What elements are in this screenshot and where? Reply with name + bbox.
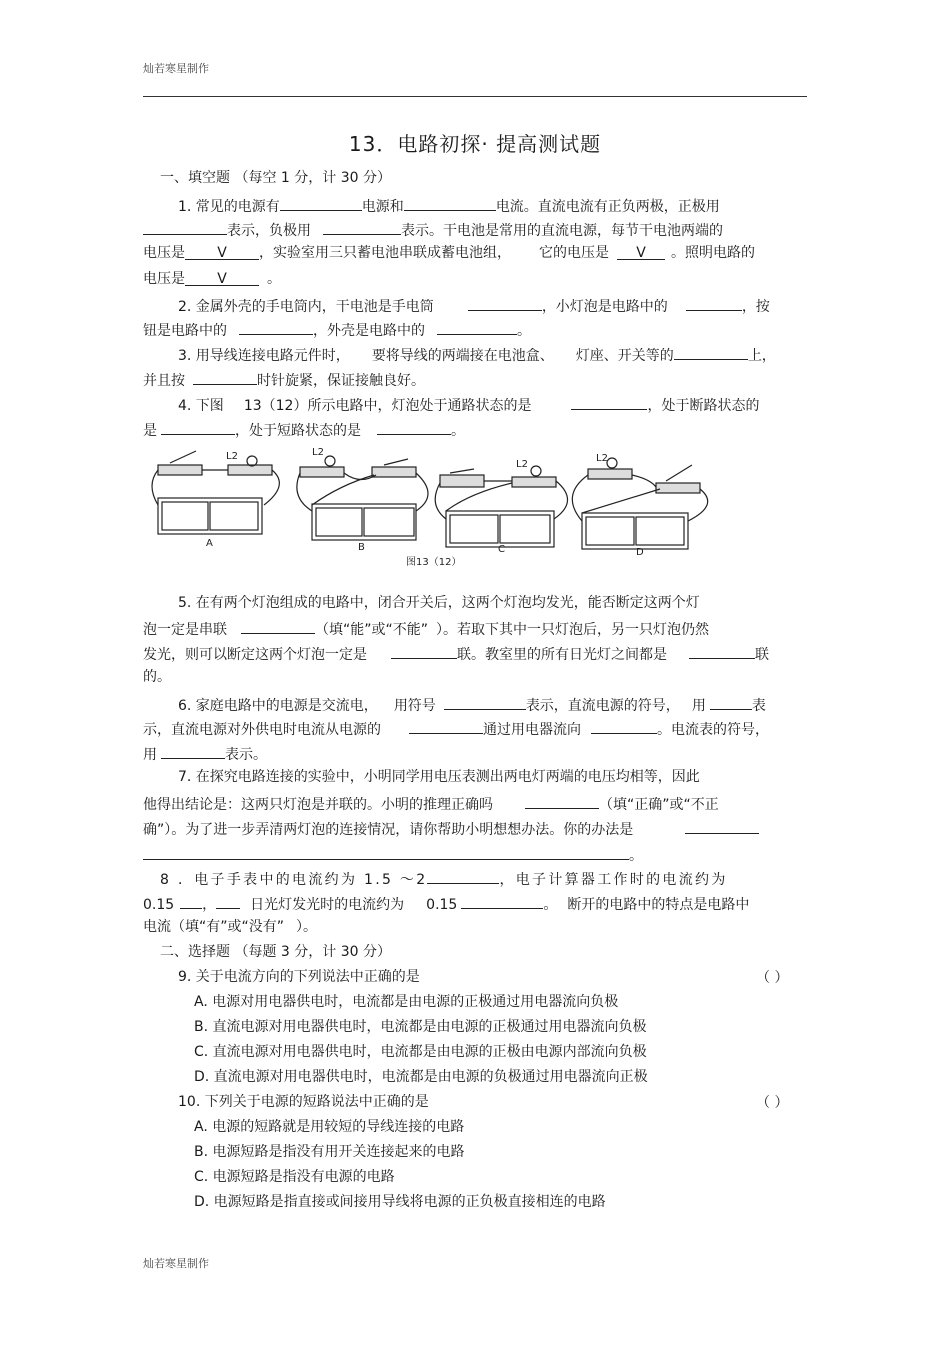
page-title: 13．电路初探· 提高测试题 bbox=[348, 132, 602, 156]
question-8-line-1: 8 ．电子手表中的电流约为 1.5 ～2 ，电子计算器工作时的电流约为 bbox=[160, 867, 728, 890]
circuit-a bbox=[152, 451, 279, 534]
question-10-option-a: A. 电源的短路就是用较短的导线连接的电路 bbox=[194, 1119, 465, 1135]
question-9-answer-bracket: （ ） bbox=[756, 970, 789, 986]
question-7-line-2: 他得出结论是：这两只灯泡是并联的。小明的推理正确吗 （填“正确”或“不正 bbox=[143, 792, 719, 815]
question-3-line-1: 3. 用导线连接电路元件时， 要将导线的两端接在电池盒、 灯座、开关等的 上， bbox=[178, 343, 776, 366]
question-9-stem: 9. 关于电流方向的下列说法中正确的是 bbox=[178, 969, 420, 985]
circuit-d bbox=[572, 458, 707, 549]
question-1-line-4: 电压是 V 。 bbox=[143, 271, 281, 287]
question-10-option-d: D. 电源短路是指直接或间接用导线将电源的正负极直接相连的电路 bbox=[194, 1194, 606, 1210]
question-1-line-3: 电压是 V ，实验室用三只蓄电池串联成蓄电池组， 它的电压是 V 。照明电路的 bbox=[143, 245, 755, 261]
question-6-line-2: 示，直流电源对外供电时电流从电源的 通过用电器流向 。电流表的符号， bbox=[143, 717, 769, 740]
question-8-line-2: 0.15 ， 日光灯发光时的电流约为 0.15 。 断开的电路中的特点是电路中 bbox=[143, 892, 749, 915]
question-5-line-4: 的。 bbox=[143, 669, 171, 685]
question-9-option-d: D. 直流电源对用电器供电时，电流都是由电源的负极通过用电器流向正极 bbox=[194, 1069, 648, 1085]
header-divider bbox=[143, 96, 807, 97]
question-10-stem: 10. 下列关于电源的短路说法中正确的是 bbox=[178, 1094, 429, 1110]
question-4-line-1: 4. 下图 13（12）所示电路中，灯泡处于通路状态的是 ，处于断路状态的 bbox=[178, 393, 759, 416]
question-7-line-4: 。 bbox=[143, 843, 643, 866]
section-choice-heading: 二、选择题 （每题 3 分，计 30 分） bbox=[160, 944, 391, 960]
lamp-label-d: L2 bbox=[596, 453, 608, 464]
page-footer-maker: 灿若寒星制作 bbox=[143, 1257, 209, 1270]
figure-caption: 图13（12） bbox=[406, 557, 462, 568]
question-3-line-2: 并且按 时针旋紧，保证接触良好。 bbox=[143, 368, 425, 391]
question-9-option-c: C. 直流电源对用电器供电时，电流都是由电源的正极由电源内部流向负极 bbox=[194, 1044, 647, 1060]
question-8-line-3: 电流（填“有”或“没有” ）。 bbox=[143, 919, 318, 935]
question-1-line-2: 表示，负极用 表示。干电池是常用的直流电源，每节干电池两端的 bbox=[143, 218, 723, 241]
question-9-option-a: A. 电源对用电器供电时，电流都是由电源的正极通过用电器流向负极 bbox=[194, 994, 619, 1010]
page-header-maker: 灿若寒星制作 bbox=[143, 62, 209, 75]
question-10-option-c: C. 电源短路是指没有电源的电路 bbox=[194, 1169, 395, 1185]
figure-label-d: D bbox=[636, 547, 644, 558]
lamp-label-a: L2 bbox=[226, 451, 238, 462]
question-6-line-1: 6. 家庭电路中的电源是交流电， 用符号 表示，直流电源的符号， 用 表 bbox=[178, 693, 766, 716]
question-5-line-3: 发光，则可以断定这两个灯泡一定是 联。教室里的所有日光灯之间都是 联 bbox=[143, 642, 769, 665]
circuit-figure bbox=[140, 445, 740, 570]
question-9-option-b: B. 直流电源对用电器供电时，电流都是由电源的正极通过用电器流向负极 bbox=[194, 1019, 647, 1035]
lamp-label-b: L2 bbox=[312, 447, 324, 458]
figure-label-a: A bbox=[206, 538, 213, 549]
question-2-line-1: 2. 金属外壳的手电筒内，干电池是手电筒 ，小灯泡是电路中的 ，按 bbox=[178, 294, 770, 317]
question-10-option-b: B. 电源短路是指没有用开关连接起来的电路 bbox=[194, 1144, 465, 1160]
question-1-line-1: 1. 常见的电源有 电源和 电流。直流电流有正负两极，正极用 bbox=[178, 194, 720, 217]
question-10-answer-bracket: （ ） bbox=[756, 1095, 789, 1111]
question-7-line-1: 7. 在探究电路连接的实验中，小明同学用电压表测出两电灯两端的电压均相等，因此 bbox=[178, 769, 700, 785]
lamp-label-c: L2 bbox=[516, 459, 528, 470]
question-4-line-2: 是 ，处于短路状态的是 。 bbox=[143, 418, 465, 441]
circuit-c bbox=[435, 466, 567, 547]
question-7-line-3: 确”）。为了进一步弄清两灯泡的连接情况，请你帮助小明想想办法。你的办法是 bbox=[143, 817, 759, 840]
question-5-line-1: 5. 在有两个灯泡组成的电路中，闭合开关后，这两个灯泡均发光，能否断定这两个灯 bbox=[178, 595, 700, 611]
circuit-b bbox=[297, 456, 428, 540]
section-fill-blank-heading: 一、填空题 （每空 1 分，计 30 分） bbox=[160, 170, 391, 186]
question-5-line-2: 泡一定是串联 （填“能”或“不能” ）。若取下其中一只灯泡后，另一只灯泡仍然 bbox=[143, 617, 709, 640]
figure-label-b: B bbox=[358, 542, 365, 553]
figure-label-c: C bbox=[498, 544, 505, 555]
question-2-line-2: 钮是电路中的 ，外壳是电路中的 。 bbox=[143, 318, 531, 341]
question-6-line-3: 用 表示。 bbox=[143, 742, 267, 765]
